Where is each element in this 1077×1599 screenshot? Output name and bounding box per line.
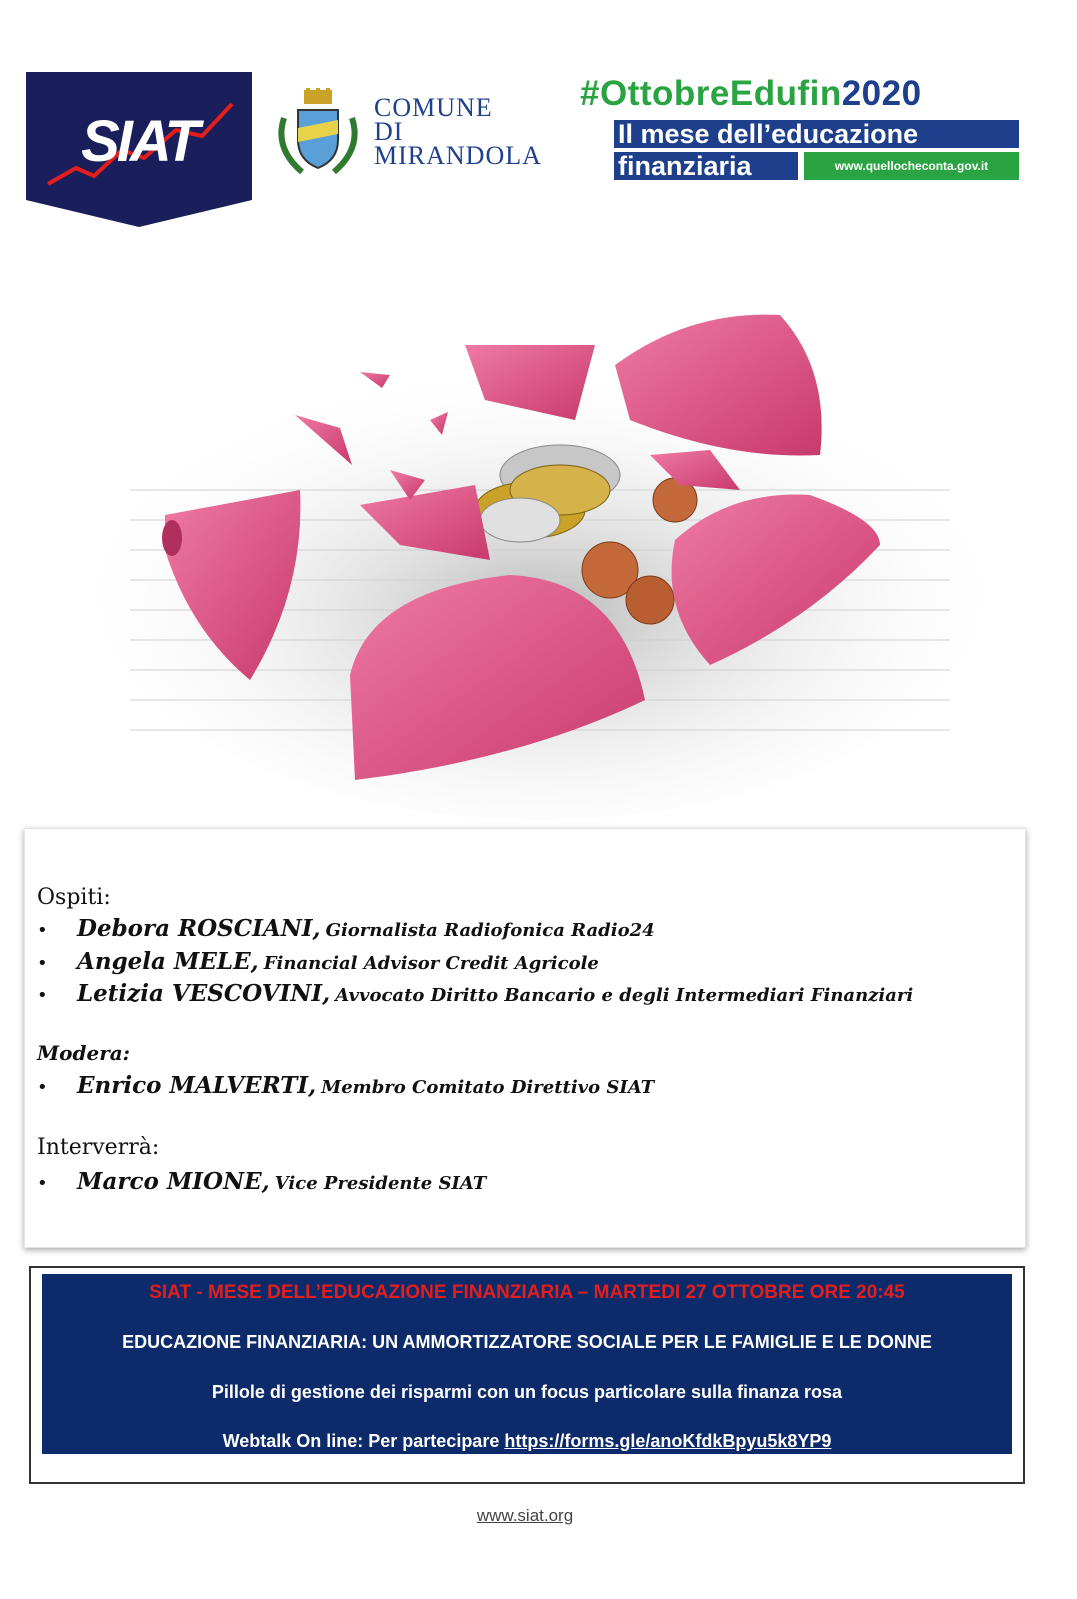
event-registration-line (42, 1431, 1012, 1452)
guest-role: Avvocato Diritto Bancario e degli Intermediari Finanziari (335, 985, 914, 1006)
event-banner (42, 1274, 1012, 1454)
footer-website-link[interactable]: www.siat.org (476, 1506, 574, 1525)
speaker-row (37, 1168, 486, 1195)
hashtag-year: 2020 (841, 74, 922, 113)
moderator-role: Membro Comitato Direttivo SIAT (321, 1077, 655, 1098)
gov-url-badge: www.quellocheconta.gov.it (804, 152, 1019, 180)
month-banner: Il mese dell’educazione (614, 120, 1019, 148)
comune-crest-icon (272, 88, 364, 180)
moderator-title: Modera: (37, 1041, 131, 1065)
speaker-title: Interverrà: (37, 1135, 160, 1160)
bullet: • (37, 920, 48, 941)
bullet: • (37, 985, 48, 1006)
comune-line-2: DI (374, 117, 404, 146)
guest-row (37, 980, 913, 1007)
event-title-line: EDUCAZIONE FINANZIARIA: UN AMMORTIZZATORE SOCIALE PER LE FAMIGLIE E LE DONNE (122, 1332, 932, 1352)
moderator-name: Enrico MALVERTI, (77, 1072, 317, 1099)
guest-row (37, 948, 599, 975)
hashtag-main: #OttobreEdufin (580, 74, 842, 113)
comune-line-1: COMUNE (374, 93, 493, 122)
hashtag-title (580, 74, 922, 114)
event-date-line: SIAT - MESE DELL’EDUCAZIONE FINANZIARIA – MARTEDI 27 OTTOBRE ORE 20:45 (149, 1282, 905, 1303)
comune-di-mirandola-text (374, 93, 542, 170)
event-subtitle-line: Pillole di gestione dei risparmi con un focus particolare sulla finanza rosa (211, 1382, 843, 1402)
guest-name: Debora ROSCIANI, (77, 915, 321, 942)
speakers-panel (24, 828, 1026, 1248)
siat-logo-text: SIAT (81, 109, 197, 174)
registration-prefix: Webtalk On line: Per partecipare (222, 1431, 505, 1451)
bullet: • (37, 1077, 48, 1098)
bullet: • (37, 1173, 48, 1194)
guest-name: Angela MELE, (77, 948, 259, 975)
guests-title: Ospiti: (37, 885, 111, 910)
broken-piggy-bank-image (90, 290, 990, 830)
bullet: • (37, 953, 48, 974)
speaker-name: Marco MIONE, (77, 1168, 270, 1195)
siat-logo (26, 72, 252, 227)
guest-row (37, 915, 655, 942)
comune-line-3: MIRANDOLA (374, 141, 542, 170)
speaker-role: Vice Presidente SIAT (274, 1173, 487, 1194)
registration-link[interactable]: https://forms.gle/anoKfdkBpyu5k8YP9 (504, 1431, 832, 1451)
finanziaria-banner: finanziaria (614, 152, 798, 180)
guest-role: Financial Advisor Credit Agricole (263, 953, 599, 974)
moderator-row (37, 1072, 654, 1099)
guest-name: Letizia VESCOVINI, (77, 980, 331, 1007)
guest-role: Giornalista Radiofonica Radio24 (325, 920, 655, 941)
